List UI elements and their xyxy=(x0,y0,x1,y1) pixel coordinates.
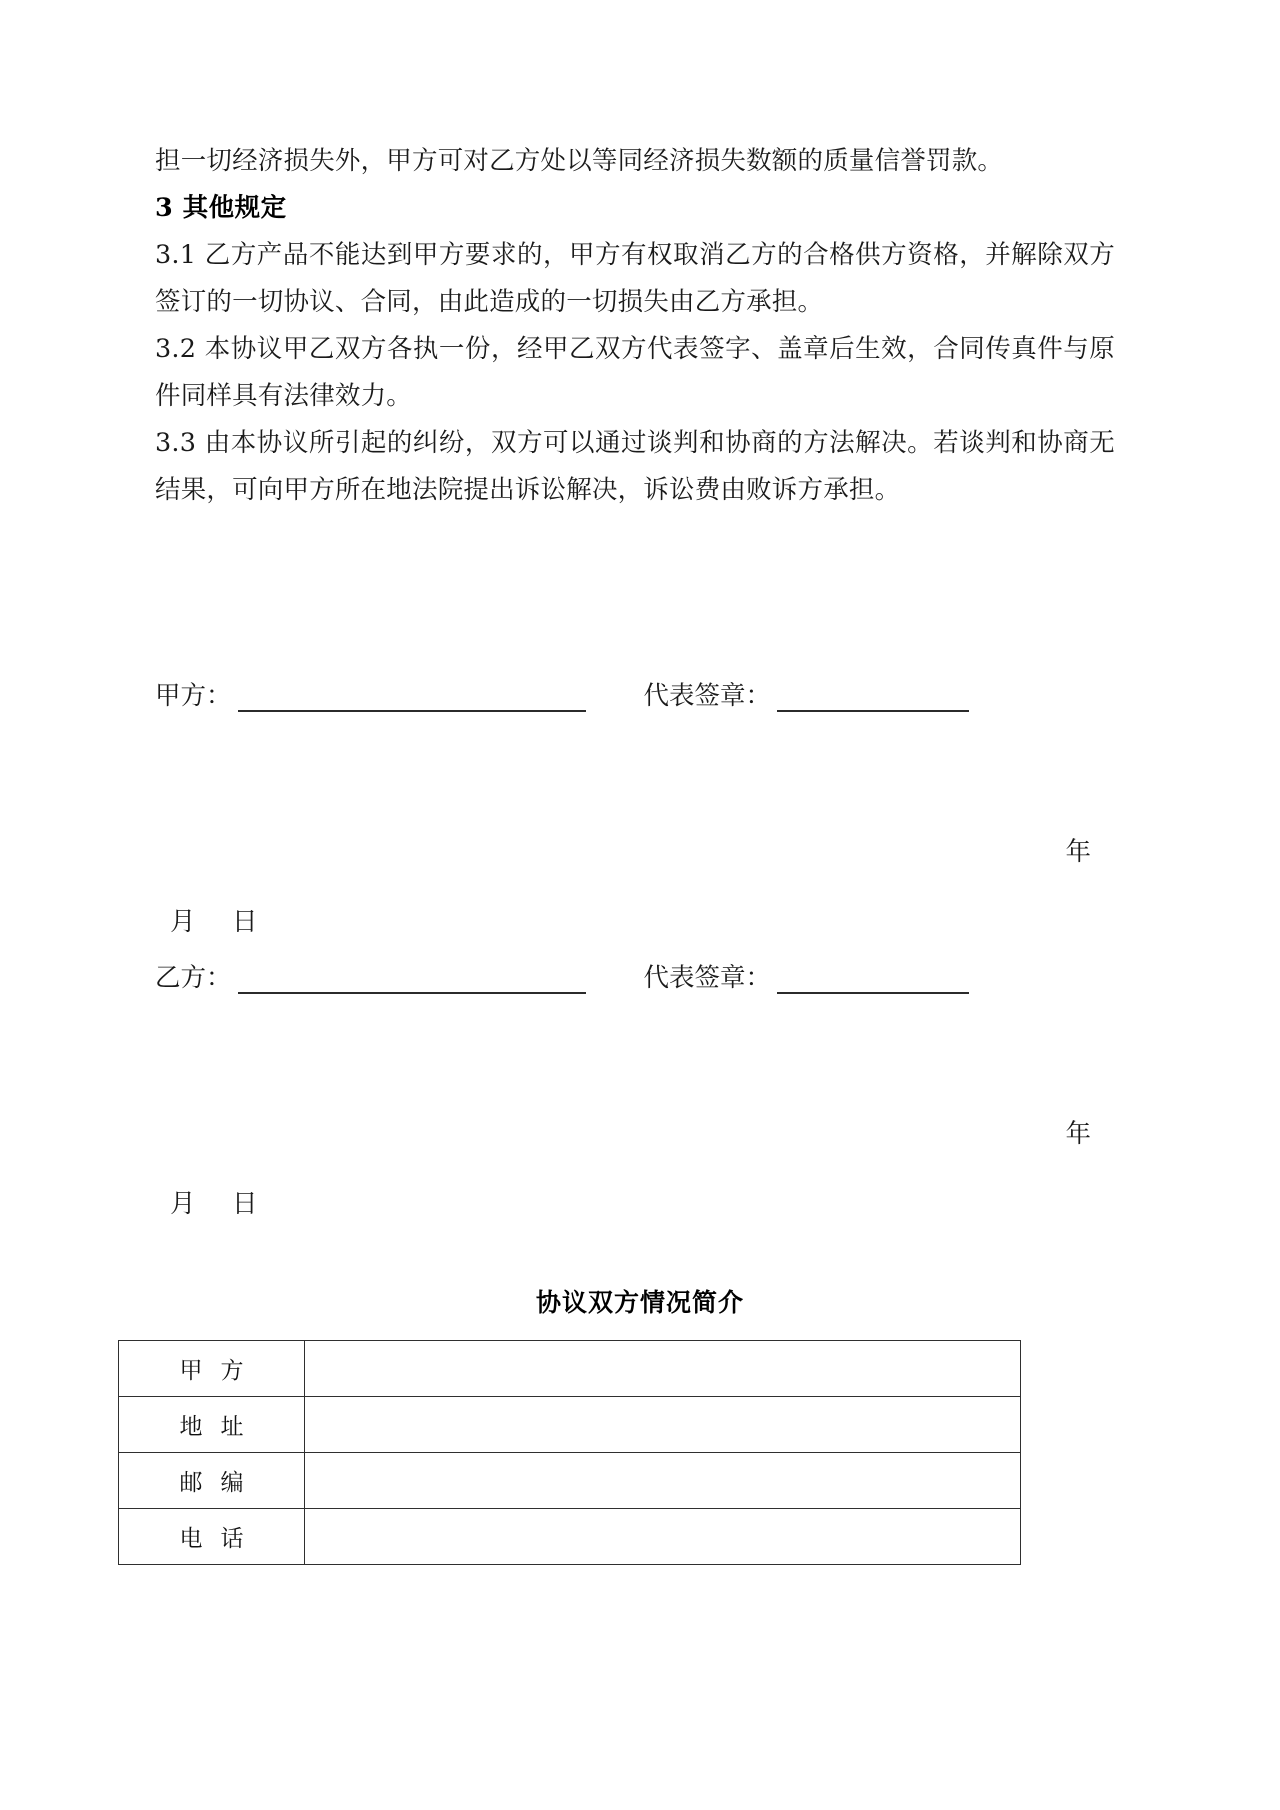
paragraph-3-3: 3.3 由本协议所引起的纠纷，双方可以通过谈判和协商的方法解决。若谈判和协商无结果，可向甲方所在地法院提出诉讼解决，诉讼费由败诉方承担。 xyxy=(155,428,1115,505)
info-row-label-postcode: 邮编 xyxy=(119,1453,305,1509)
info-table-title: 协议双方情况简介 xyxy=(535,1288,744,1317)
signature-block-party-a xyxy=(155,676,1115,716)
info-row-label-phone: 电话 xyxy=(119,1509,305,1565)
info-table xyxy=(118,1340,1021,1565)
paragraph-continuation: 担一切经济损失外，甲方可对乙方处以等同经济损失数额的质量信誉罚款。 xyxy=(155,146,1004,176)
document-body xyxy=(155,138,1115,514)
party-b-signature-line[interactable] xyxy=(238,991,586,994)
info-row-label-party-a: 甲方 xyxy=(119,1341,305,1397)
table-row xyxy=(119,1453,1021,1509)
signature-block-party-b xyxy=(155,958,1115,998)
party-b-label: 乙方： xyxy=(155,963,232,993)
party-a-month-label: 月 xyxy=(170,907,197,937)
info-row-value-party-a[interactable] xyxy=(305,1341,1021,1397)
party-b-year-label: 年 xyxy=(1065,1119,1091,1149)
party-a-label: 甲方： xyxy=(155,681,232,711)
table-row xyxy=(119,1397,1021,1453)
info-row-value-postcode[interactable] xyxy=(305,1453,1021,1509)
party-a-signature-line[interactable] xyxy=(238,709,586,712)
table-row xyxy=(119,1509,1021,1565)
paragraph-3-1: 3.1 乙方产品不能达到甲方要求的，甲方有权取消乙方的合格供方资格，并解除双方签订的一切协议、合同，由此造成的一切损失由乙方承担。 xyxy=(155,240,1115,317)
table-row xyxy=(119,1341,1021,1397)
info-row-label-address: 地址 xyxy=(119,1397,305,1453)
info-row-value-address[interactable] xyxy=(305,1397,1021,1453)
party-b-month-day-label xyxy=(170,1184,258,1224)
party-b-rep-signature-line[interactable] xyxy=(777,991,969,994)
info-row-value-phone[interactable] xyxy=(305,1509,1021,1565)
paragraph-3-2: 3.2 本协议甲乙双方各执一份，经甲乙双方代表签字、盖章后生效，合同传真件与原件同样具有法律效力。 xyxy=(155,334,1115,411)
party-b-month-label: 月 xyxy=(170,1189,197,1219)
party-b-day-label: 日 xyxy=(232,1189,259,1219)
party-a-rep-label: 代表签章： xyxy=(643,681,772,711)
party-a-month-day-label xyxy=(170,902,258,942)
party-b-rep-label: 代表签章： xyxy=(643,963,772,993)
party-a-rep-signature-line[interactable] xyxy=(777,709,969,712)
party-a-day-label: 日 xyxy=(232,907,259,937)
section-heading-3: 3 其他规定 xyxy=(155,193,287,223)
party-a-year-label: 年 xyxy=(1065,837,1091,867)
